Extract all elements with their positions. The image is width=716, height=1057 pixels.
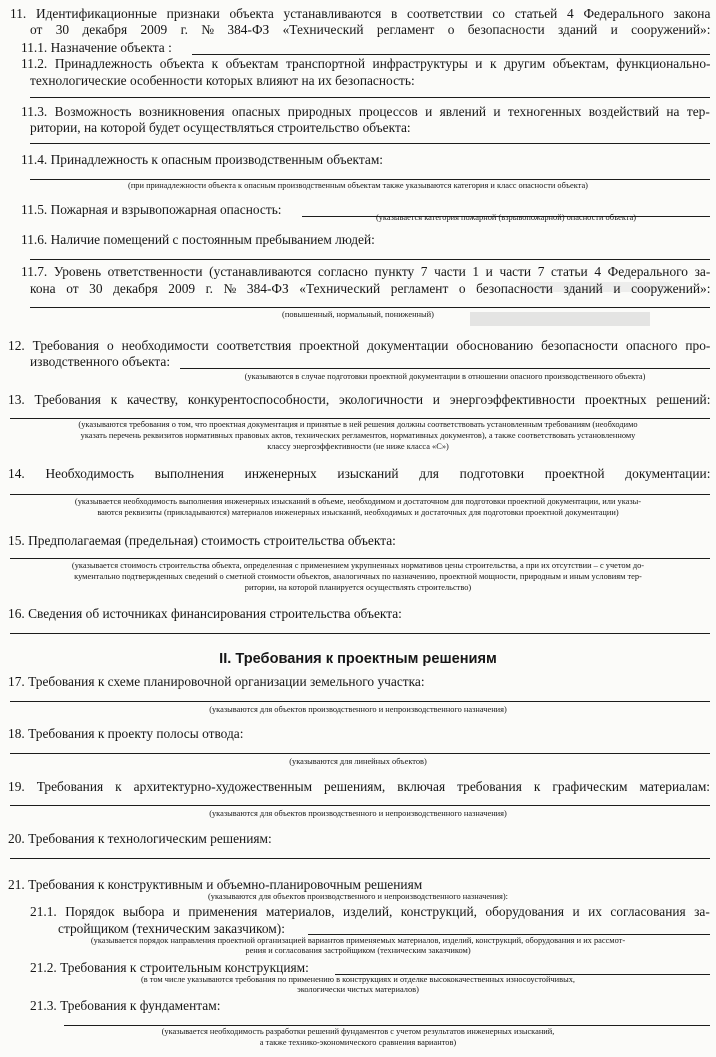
item-11-7-line-2: кона от 30 декабря 2009 г. № 384-ФЗ «Технический регламент о безопасности зданий и сооружений»: — [30, 281, 711, 296]
item-14-note-2: ваются реквизиты (прикладываются) материалов инженерных изысканий, необходимых и достаточных для подготовки проектной документации) — [97, 508, 619, 517]
item-16-label: 16. Сведения об источниках финансирования строительства объекта: — [8, 606, 402, 621]
fill-line[interactable] — [30, 97, 710, 98]
item-21-2-label: 21.2. Требования к строительным конструкциям: — [30, 960, 309, 975]
item-12-note: (указываются в случае подготовки проектной документации в отношении опасного производственного объекта) — [244, 372, 646, 381]
item-17-note: (указываются для объектов производственного и непроизводственного назначения) — [209, 705, 507, 714]
fill-line[interactable] — [30, 143, 710, 144]
fill-line[interactable] — [64, 1025, 710, 1026]
item-18-note: (указываются для линейных объектов) — [289, 757, 427, 766]
item-11-1-label: 11.1. Назначение объекта : — [21, 40, 172, 55]
fill-line[interactable] — [30, 259, 710, 260]
item-21-label: 21. Требования к конструктивным и объемно-планировочным решениям — [8, 877, 423, 892]
item-11-5-label: 11.5. Пожарная и взрывопожарная опасность: — [21, 202, 282, 217]
fill-line[interactable] — [308, 934, 710, 935]
section-heading: II. Требования к проектным решениям — [219, 651, 497, 667]
item-21-1-note-1: (указывается порядок направления проектной организацией вариантов применяемых материалов, изделий, конструкций, оборудования и их рассмот- — [90, 936, 626, 945]
fill-line[interactable] — [10, 701, 710, 702]
fill-line[interactable] — [192, 54, 710, 55]
item-11-2-line-1: 11.2. Принадлежность объекта к объектам транспортной инфраструктуры и к другим объектам, функционально- — [21, 56, 711, 71]
item-11-line-2: от 30 декабря 2009 г. № 384-ФЗ «Технический регламент о безопасности зданий и сооружений»: — [30, 22, 711, 37]
item-19-note: (указываются для объектов производственного и непроизводственного назначения) — [209, 809, 507, 818]
item-18-label: 18. Требования к проекту полосы отвода: — [8, 726, 244, 741]
item-21-2-note-2: экологически чистых материалов) — [297, 985, 419, 994]
item-21-1-line-2: стройщиком (техническим заказчиком): — [58, 921, 285, 936]
item-14-note-1: (указывается необходимость выполнения инженерных изысканий в объеме, необходимом и достаточном для подготовки проектной документации, или указы- — [74, 497, 642, 506]
item-11-7-note: (повышенный, нормальный, пониженный) — [282, 310, 434, 319]
item-11-2-line-2: технологические особенности которых влияют на их безопасность: — [30, 73, 415, 88]
item-13-note-2: указать перечень реквизитов нормативных правовых актов, технических регламентов, нормативных документов), а также соответствовать установленному — [80, 431, 636, 440]
fill-line[interactable] — [10, 858, 710, 859]
item-11-5-note: (указывается категория пожарной (взрывопожарной) опасности объекта) — [375, 213, 637, 222]
item-12-line-2: изводственного объекта: — [30, 354, 171, 369]
item-15-label: 15. Предполагаемая (предельная) стоимость строительства объекта: — [8, 533, 396, 548]
fill-line[interactable] — [180, 368, 710, 369]
fill-line[interactable] — [10, 418, 710, 419]
item-19-label: 19. Требования к архитектурно-художественным решениям, включая требования к графическим материалам: — [8, 779, 711, 794]
item-11-4-note: (при принадлежности объекта к опасным производственным объектам также указываются категория и класс опасности объекта) — [128, 181, 588, 190]
item-21-3-note-1: (указывается необходимость разработки решений фундаментов с учетом результатов инженерных изысканий, — [161, 1027, 555, 1036]
item-21-3-note-2: а также технико-экономического сравнения вариантов) — [259, 1038, 457, 1047]
item-13-note-3: классу энергоэффективности (не ниже класса «С») — [267, 442, 449, 451]
fill-line[interactable] — [10, 805, 710, 806]
item-11-7-line-1: 11.7. Уровень ответственности (устанавливаются согласно пункту 7 части 1 и части 7 статьи 4 Федерального за- — [21, 264, 711, 279]
fill-line[interactable] — [10, 753, 710, 754]
fill-line[interactable] — [10, 558, 710, 559]
fill-line[interactable] — [30, 307, 710, 308]
item-21-3-label: 21.3. Требования к фундаментам: — [30, 998, 221, 1013]
item-14-label: 14. Необходимость выполнения инженерных изысканий для подготовки проектной документации: — [8, 466, 711, 481]
item-12-line-1: 12. Требования о необходимости соответствия проектной документации обоснованию безопасности опасного про- — [8, 338, 711, 353]
fill-line[interactable] — [10, 494, 710, 495]
item-20-label: 20. Требования к технологическим решениям: — [8, 831, 272, 846]
item-13-label: 13. Требования к качеству, конкурентоспособности, экологичности и энергоэффективности проектных решений: — [8, 392, 711, 407]
item-17-label: 17. Требования к схеме планировочной организации земельного участка: — [8, 674, 425, 689]
item-13-note-1: (указываются требования о том, что проектная документация и принятые в ней решения должны соответствовать установленным требованиям (необходимо — [78, 420, 638, 429]
item-15-note-1: (указывается стоимость строительства объекта, определенная с применением укрупненных нормативов цены строительства, а при их отсутствии – с учетом до- — [71, 561, 645, 570]
fill-line[interactable] — [30, 179, 710, 180]
item-11-line-1: 11. Идентификационные признаки объекта устанавливаются в соответствии со статьей 4 Федерального закона — [10, 6, 711, 21]
item-11-4-label: 11.4. Принадлежность к опасным производственным объектам: — [21, 152, 384, 167]
item-11-3-line-1: 11.3. Возможность возникновения опасных природных процессов и явлений и техногенных воздействий на тер- — [21, 104, 710, 119]
fill-line[interactable] — [10, 633, 710, 634]
item-21-2-note-1: (в том числе указываются требования по применению в конструкциях и отделке высококачественных износоустойчивых, — [140, 975, 576, 984]
item-21-1-note-2: рения и согласования застройщиком (техническим заказчиком) — [245, 946, 471, 955]
item-21-note: (указываются для объектов производственного и непроизводственного назначения): — [208, 892, 508, 901]
item-11-3-line-2: ритории, на которой будет осуществляться строительство объекта: — [30, 120, 411, 135]
item-15-note-3: ритории, на которой планируется осуществлять строительство) — [244, 583, 472, 592]
item-11-6-label: 11.6. Наличие помещений с постоянным пребыванием людей: — [21, 232, 375, 247]
item-21-1-line-1: 21.1. Порядок выбора и применения материалов, изделий, конструкций, оборудования и их согласования за- — [30, 904, 710, 919]
item-15-note-2: кументально подтвержденных сведений о сметной стоимости объектов, аналогичных по назначению, проектной мощности, природным и иным условиям тер- — [74, 572, 642, 581]
